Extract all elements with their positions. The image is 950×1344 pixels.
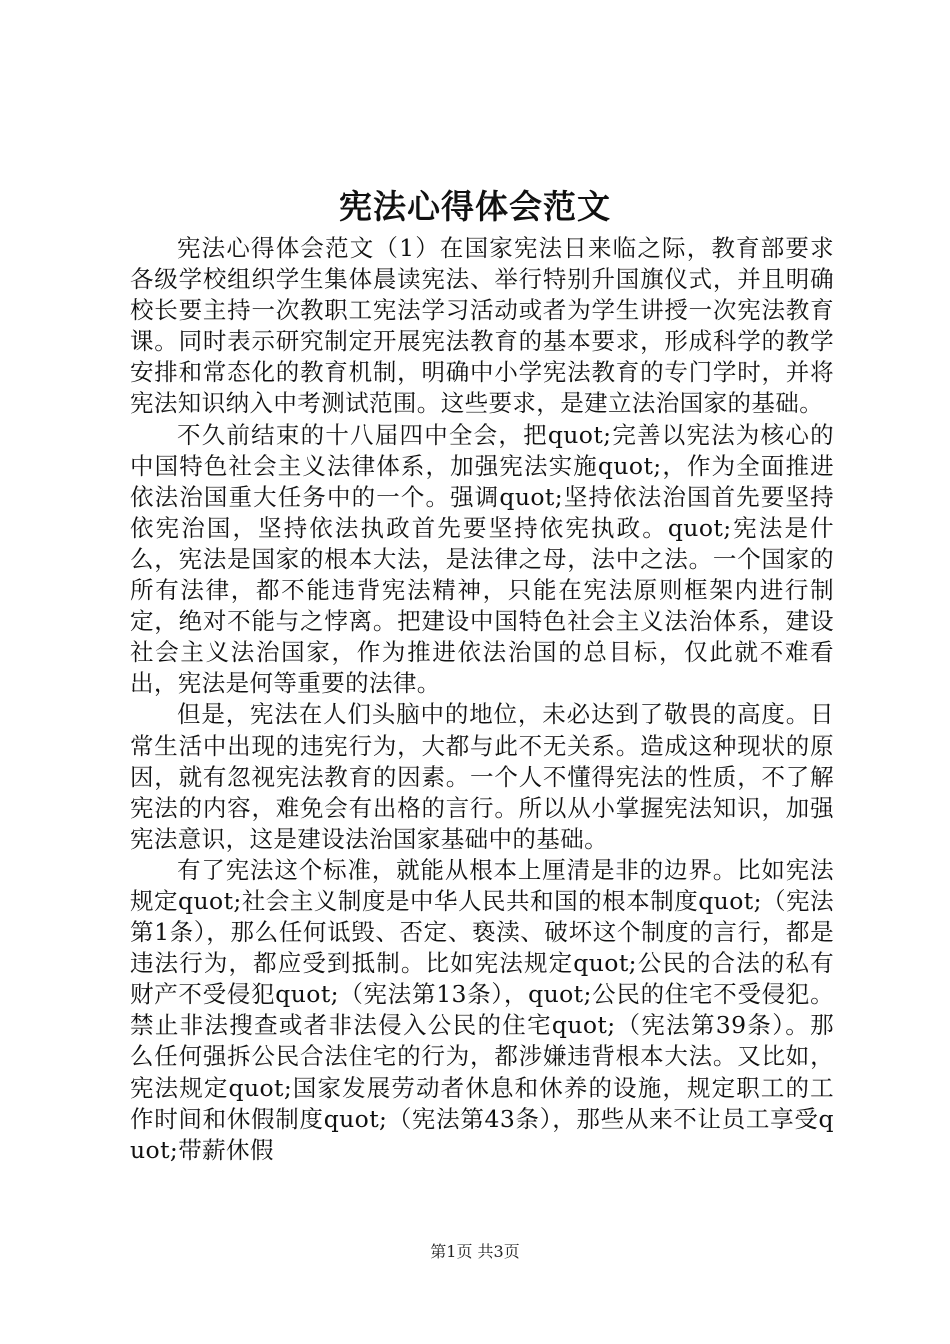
paragraph-3: 但是，宪法在人们头脑中的地位，未必达到了敬畏的高度。日常生活中出现的违宪行为，大都与此不无关系。造成这种现状的原因，就有忽视宪法教育的因素。一个人不懂得宪法的性质，不了解宪法的内容，难免会有出格的言行。所以从小掌握宪法知识，加强宪法意识，这是建设法治国家基础中的基础。 xyxy=(130,700,834,853)
page-number-footer: 第1页 共3页 xyxy=(430,1242,520,1261)
document-body xyxy=(130,233,834,1166)
paragraph-4: 有了宪法这个标准，就能从根本上厘清是非的边界。比如宪法规定quot;社会主义制度是中华人民共和国的根本制度quot;（宪法第1条），那么任何诋毁、否定、亵渎、破坏这个制度的言行，都是违法行为，都应受到抵制。比如宪法规定quot;公民的合法的私有财产不受侵犯quot;（宪法第13条），quot;公民的住宅不受侵犯。禁止非法搜查或者非法侵入公民的住宅quot;（宪法第39条）。那么任何强拆公民合法住宅的行为，都涉嫌违背根本大法。又比如，宪法规定quot;国家发展劳动者休息和休养的设施，规定职工的工作时间和休假制度quot;（宪法第43条），那些从来不让员工享受quot;带薪休假 xyxy=(130,855,834,1164)
paragraph-1: 宪法心得体会范文（1）在国家宪法日来临之际，教育部要求各级学校组织学生集体晨读宪法、举行特别升国旗仪式，并且明确校长要主持一次教职工宪法学习活动或者为学生讲授一次宪法教育课。同时表示研究制定开展宪法教育的基本要求，形成科学的教学安排和常态化的教育机制，明确中小学宪法教育的专门学时，并将宪法知识纳入中考测试范围。这些要求，是建立法治国家的基础。 xyxy=(130,234,834,418)
paragraph-2: 不久前结束的十八届四中全会，把quot;完善以宪法为核心的中国特色社会主义法律体系，加强宪法实施quot;，作为全面推进依法治国重大任务中的一个。强调quot;坚持依法治国首先要坚持依宪治国，坚持依法执政首先要坚持依宪执政。quot;宪法是什么，宪法是国家的根本大法，是法律之母，法中之法。一个国家的所有法律，都不能违背宪法精神，只能在宪法原则框架内进行制定，绝对不能与之悖离。把建设中国特色社会主义法治体系，建设社会主义法治国家，作为推进依法治国的总目标，仅此就不难看出，宪法是何等重要的法律。 xyxy=(130,420,834,698)
document-title: 宪法心得体会范文 xyxy=(339,187,611,226)
